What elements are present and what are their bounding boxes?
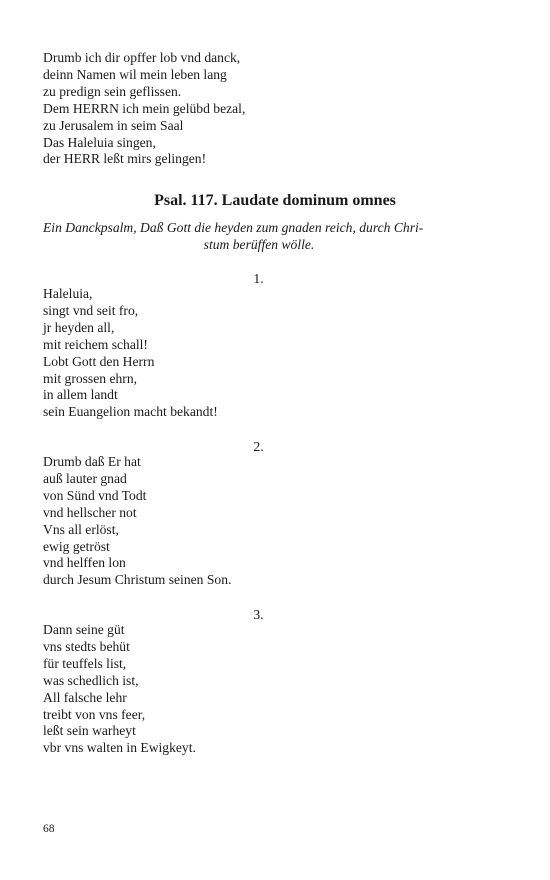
verse-line: von Sünd vnd Todt — [43, 487, 147, 503]
verse-line: Dann seine güt — [43, 622, 125, 637]
verse-line: singt vnd seit fro, — [43, 302, 139, 318]
verse-line: Vns all erlöst, — [43, 521, 119, 537]
stanza-line: deinn Namen wil mein leben lang — [43, 66, 227, 82]
verse-line: jr heyden all, — [43, 319, 115, 335]
stanza-line: Dem HERRN ich mein gelübd bezal, — [43, 100, 246, 116]
verse-2 — [43, 454, 503, 589]
verse-line: vnd helffen lon — [43, 555, 126, 571]
stanza-line: zu Jerusalem in seim Saal — [43, 117, 184, 133]
stanza-line: zu predign sein geflissen. — [43, 83, 182, 99]
verse-line: leßt sein warheyt — [43, 723, 136, 739]
stanza-line: der HERR leßt mirs gelingen! — [43, 151, 207, 167]
page-number: 68 — [43, 823, 55, 835]
verse-number-2: 2. — [253, 439, 264, 454]
verse-line: durch Jesum Christum seinen Son. — [43, 572, 232, 588]
verse-line: treibt von vns feer, — [43, 706, 146, 722]
verse-line: auß lauter gnad — [43, 470, 127, 486]
verse-line: mit grossen ehrn, — [43, 370, 138, 386]
verse-1 — [43, 286, 503, 421]
opening-stanza — [43, 50, 503, 168]
psalm-heading: Psal. 117. Laudate dominum omnes — [154, 192, 396, 209]
verse-line: All falsche lehr — [43, 689, 127, 705]
psalm-subtitle — [43, 219, 475, 253]
subtitle-line-2: stum berüffen wölle. — [203, 237, 315, 252]
verse-line: vbr vns walten in Ewigkeyt. — [43, 740, 196, 756]
verse-line: Haleluia, — [43, 286, 93, 301]
verse-line: vns stedts behüt — [43, 638, 130, 654]
verse-line: für teuffels list, — [43, 655, 127, 671]
stanza-line: Drumb ich dir opffer lob vnd danck, — [43, 50, 241, 65]
subtitle-line-1: Ein Danckpsalm, Daß Gott die heyden zum gnaden reich, durch Chri- — [43, 220, 424, 235]
verse-line: Drumb daß Er hat — [43, 454, 141, 469]
verse-line: mit reichem schall! — [43, 336, 148, 352]
stanza-line: Das Haleluia singen, — [43, 134, 156, 150]
verse-line: sein Euangelion macht bekandt! — [43, 404, 218, 420]
verse-line: vnd hellscher not — [43, 504, 137, 520]
verse-line: Lobt Gott den Herrn — [43, 353, 155, 369]
verse-number-3: 3. — [253, 607, 264, 622]
verse-number-1: 1. — [253, 271, 264, 286]
verse-3 — [43, 622, 503, 757]
verse-line: ewig getröst — [43, 538, 110, 554]
verse-line: was schedlich ist, — [43, 672, 139, 688]
verse-line: in allem landt — [43, 387, 118, 403]
